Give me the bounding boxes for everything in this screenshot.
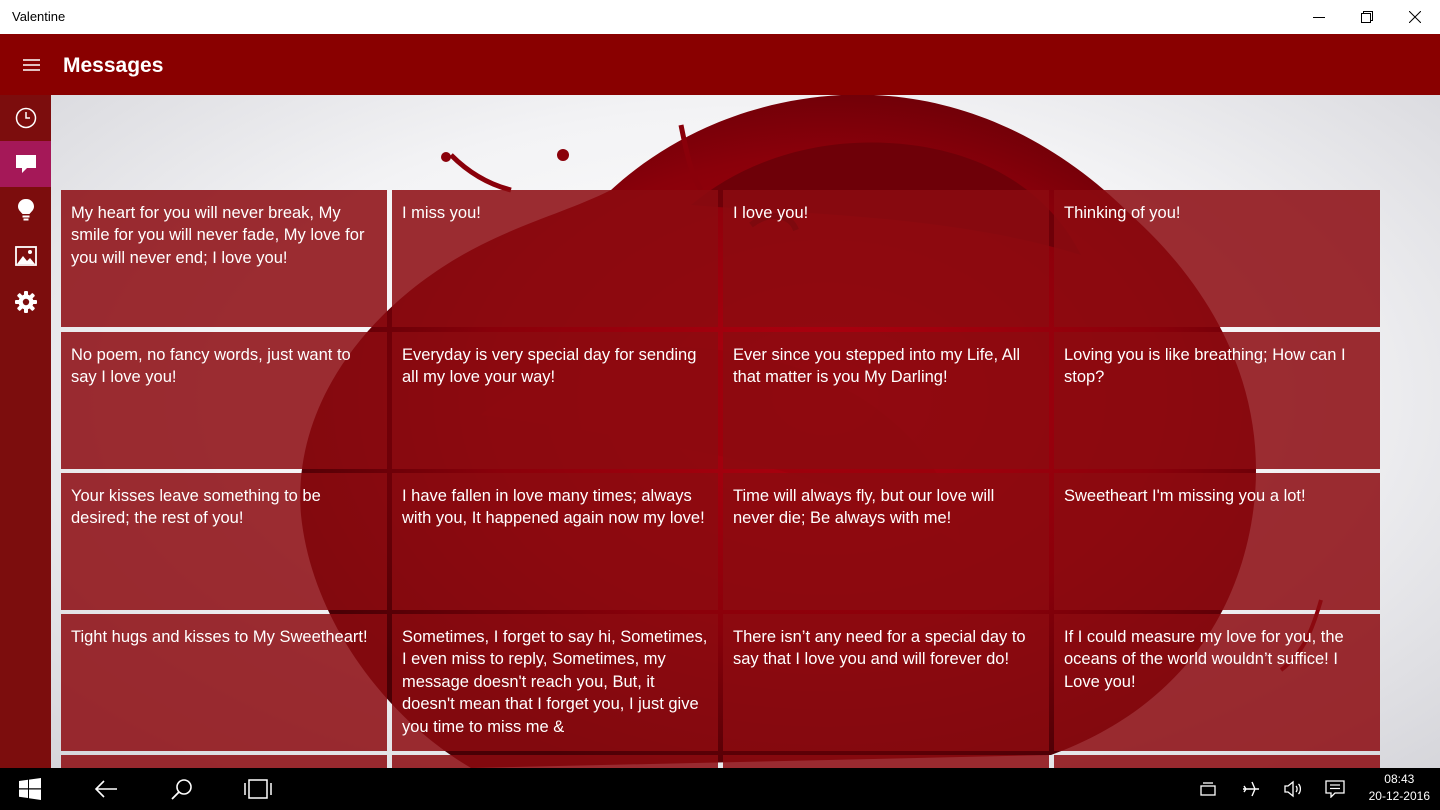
message-card[interactable] [392, 755, 718, 768]
message-card[interactable] [61, 755, 387, 768]
tablet-mode-button[interactable] [1196, 768, 1222, 810]
airplane-icon [1241, 779, 1261, 799]
search-icon [171, 778, 193, 800]
message-card[interactable] [61, 614, 387, 751]
message-card[interactable] [61, 473, 387, 610]
window-title: Valentine [12, 9, 66, 24]
message-card[interactable] [723, 190, 1049, 327]
message-card[interactable] [1054, 614, 1380, 751]
message-text: Ever since you stepped into my Life, All that matter is you My Darling! [733, 346, 1021, 387]
message-text: If I could measure my love for you, the oceans of the world wouldn’t suffice! I Love you! [1064, 628, 1344, 691]
volume-button[interactable] [1280, 768, 1306, 810]
clock-date: 20-12-2016 [1368, 789, 1430, 803]
minimize-icon [1313, 11, 1325, 23]
message-text: There isn’t any need for a special day to say that I love you and will forever do! [733, 628, 1026, 669]
message-card[interactable] [1054, 332, 1380, 469]
sidebar-item-messages[interactable] [0, 141, 51, 187]
restore-icon [1361, 11, 1373, 23]
sidebar-item-pictures[interactable] [0, 233, 51, 279]
speaker-icon [1283, 780, 1303, 798]
message-text: Sweetheart I'm missing you a lot! [1064, 487, 1306, 505]
message-card[interactable] [392, 332, 718, 469]
message-text: Time will always fly, but our love will never die; Be always with me! [733, 487, 995, 528]
window-titlebar [0, 0, 1440, 34]
search-button[interactable] [164, 768, 200, 810]
message-card[interactable] [1054, 190, 1380, 327]
messages-content [51, 95, 1440, 768]
sidebar [0, 95, 51, 768]
message-card[interactable] [1054, 473, 1380, 610]
sidebar-item-ideas[interactable] [0, 187, 51, 233]
close-button[interactable] [1391, 0, 1439, 34]
back-button[interactable] [88, 768, 124, 810]
taskbar [0, 768, 1440, 810]
close-icon [1409, 11, 1421, 23]
gear-icon [15, 291, 37, 313]
restore-button[interactable] [1343, 0, 1391, 34]
image-icon [15, 246, 37, 266]
message-icon [14, 153, 38, 175]
hamburger-icon [23, 59, 40, 71]
message-card[interactable] [723, 614, 1049, 751]
airplane-mode-button[interactable] [1238, 768, 1264, 810]
message-text: My heart for you will never break, My smile for you will never fade, My love for you will never end; I love you! [71, 204, 365, 267]
clock-time: 08:43 [1384, 772, 1415, 786]
message-text: I love you! [733, 204, 809, 222]
action-center-button[interactable] [1322, 768, 1348, 810]
page-title: Messages [63, 54, 164, 77]
back-arrow-icon [94, 779, 118, 799]
message-text: Loving you is like breathing; How can I stop? [1064, 346, 1346, 387]
lightbulb-icon [16, 198, 36, 222]
message-text: Sometimes, I forget to say hi, Sometimes, I even miss to reply, Sometimes, my message doesn't reach you, But, it doesn't mean that I forget you, I just give you time to miss me & [402, 628, 708, 736]
taskbar-clock[interactable] [1369, 771, 1430, 805]
windows-logo-icon [19, 778, 41, 800]
start-button[interactable] [12, 768, 48, 810]
app-header [0, 34, 1440, 95]
message-card[interactable] [723, 755, 1049, 768]
message-card[interactable] [392, 190, 718, 327]
message-card[interactable] [392, 614, 718, 751]
message-card[interactable] [392, 473, 718, 610]
minimize-button[interactable] [1295, 0, 1343, 34]
message-text: Your kisses leave something to be desired; the rest of you! [71, 487, 321, 528]
notification-icon [1325, 780, 1345, 798]
battery-icon [1200, 781, 1218, 797]
message-text: No poem, no fancy words, just want to say I love you! [71, 346, 351, 387]
message-text: I miss you! [402, 204, 481, 222]
message-text: I have fallen in love many times; always with you, It happened again now my love! [402, 487, 705, 528]
message-card[interactable] [1054, 755, 1380, 768]
message-card[interactable] [723, 473, 1049, 610]
message-text: Tight hugs and kisses to My Sweetheart! [71, 628, 368, 646]
message-card[interactable] [61, 332, 387, 469]
clock-icon [15, 107, 37, 129]
message-card[interactable] [61, 190, 387, 327]
message-text: Thinking of you! [1064, 204, 1181, 222]
message-card[interactable] [723, 332, 1049, 469]
message-text: Everyday is very special day for sending all my love your way! [402, 346, 697, 387]
menu-button[interactable] [18, 50, 44, 80]
sidebar-item-history[interactable] [0, 95, 51, 141]
sidebar-item-settings[interactable] [0, 279, 51, 325]
task-view-icon [244, 779, 272, 799]
task-view-button[interactable] [240, 768, 276, 810]
